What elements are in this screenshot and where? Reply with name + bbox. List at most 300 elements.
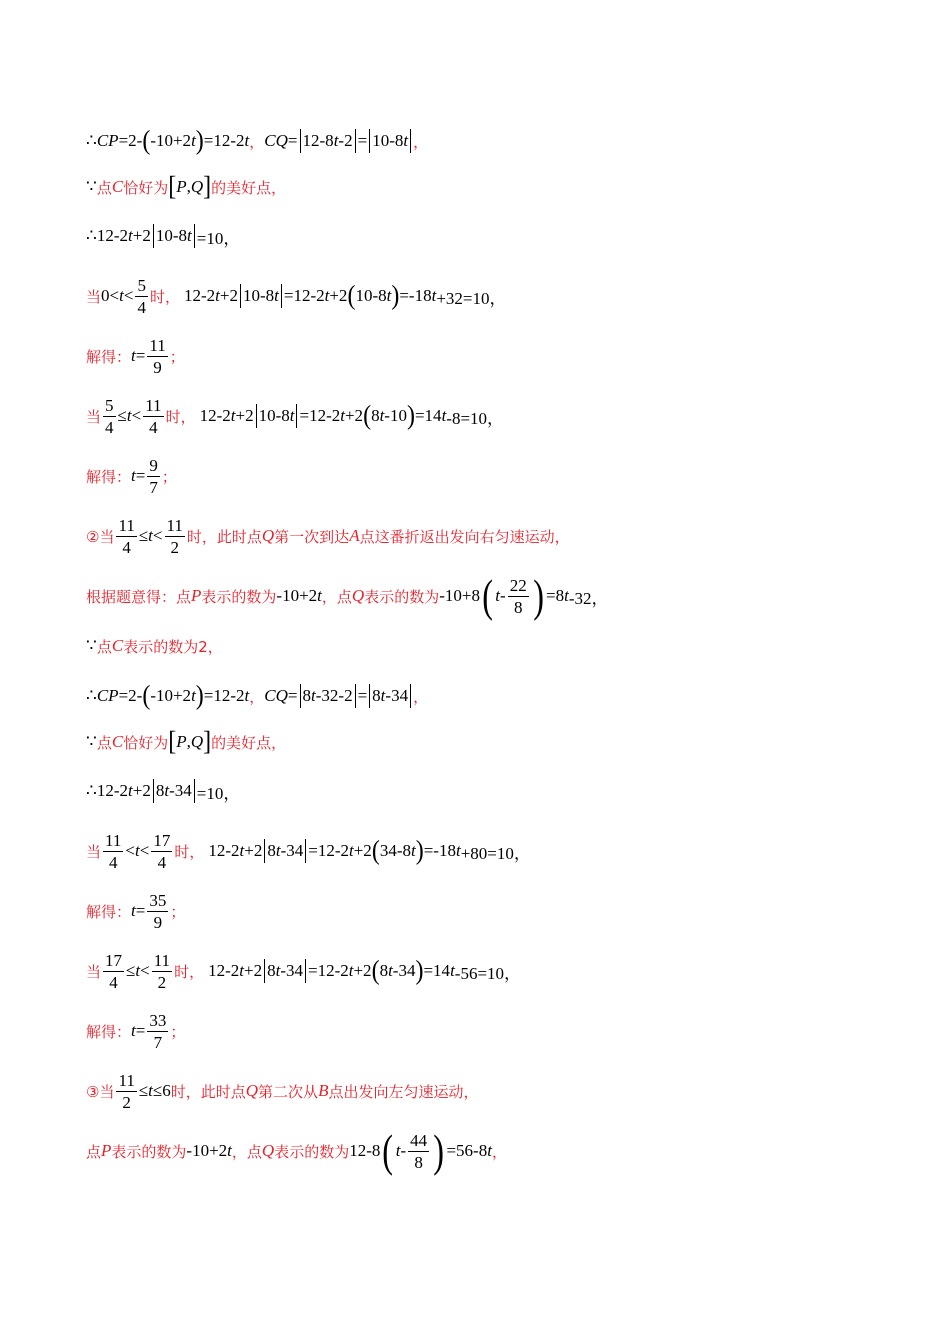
text: 的美好点， bbox=[211, 178, 287, 197]
var: t bbox=[441, 406, 447, 425]
separator: ， bbox=[413, 132, 429, 151]
expr: +2 bbox=[353, 841, 372, 860]
point-p: P bbox=[191, 586, 202, 605]
expr: = bbox=[135, 346, 146, 365]
expr: 0< bbox=[101, 286, 120, 305]
expr: =-18 bbox=[399, 286, 432, 305]
fraction bbox=[408, 1132, 429, 1171]
because-symbol: ∵ bbox=[86, 636, 97, 655]
var: t bbox=[380, 686, 386, 705]
var: t bbox=[431, 286, 437, 305]
text: 时，此时点 bbox=[186, 527, 262, 546]
expr: = bbox=[357, 131, 368, 150]
expr: ≤ bbox=[126, 961, 136, 980]
text: 点 bbox=[96, 733, 112, 752]
denominator: 4 bbox=[122, 537, 131, 557]
bracket: ] bbox=[203, 171, 212, 202]
solution-line-15 bbox=[86, 891, 185, 931]
text: 当 bbox=[86, 287, 102, 306]
expr: +32=10， bbox=[436, 288, 507, 308]
fraction bbox=[165, 517, 185, 556]
fraction bbox=[147, 892, 168, 931]
text: 恰好为 bbox=[123, 178, 169, 197]
expr: +80=10， bbox=[460, 843, 531, 863]
var: t bbox=[227, 1141, 232, 1160]
expr: =-18 bbox=[423, 841, 456, 860]
var: t bbox=[148, 526, 153, 545]
text: ； bbox=[161, 467, 177, 486]
expr: 12-2 bbox=[96, 226, 128, 245]
fraction bbox=[143, 397, 163, 436]
denominator: 4 bbox=[108, 852, 118, 872]
expr: ≤ bbox=[138, 1081, 149, 1100]
abs-bar bbox=[355, 129, 356, 153]
abs-bar bbox=[410, 129, 411, 153]
var: t bbox=[348, 841, 354, 860]
var: t bbox=[215, 286, 220, 305]
text: 时， bbox=[174, 842, 205, 861]
expr: 10-8 bbox=[372, 131, 404, 150]
paren: ) bbox=[391, 280, 400, 311]
expr: ≤ bbox=[138, 526, 149, 545]
denominator: 4 bbox=[109, 972, 118, 992]
solution-line-4 bbox=[86, 276, 507, 316]
var: t bbox=[403, 131, 409, 150]
var: t bbox=[239, 961, 244, 980]
text: 表示的数为 bbox=[201, 587, 277, 606]
var: t bbox=[379, 406, 385, 425]
expr: -34 bbox=[280, 961, 303, 980]
paren: ( bbox=[371, 835, 380, 866]
text: ，点 bbox=[231, 1142, 262, 1161]
expr: 8 bbox=[371, 406, 380, 425]
expr: -34 bbox=[169, 781, 192, 800]
solution-line-5 bbox=[86, 336, 185, 376]
cp-label: CP bbox=[96, 131, 119, 150]
abs-bar bbox=[355, 684, 356, 708]
paren: ) bbox=[415, 835, 424, 866]
point-q: Q bbox=[190, 177, 204, 196]
solution-line-14 bbox=[86, 831, 531, 871]
solution-line-12 bbox=[86, 722, 286, 762]
because-symbol: ∵ bbox=[86, 177, 97, 196]
text: 根据题意得：点 bbox=[86, 587, 192, 606]
expr: 8 bbox=[379, 961, 389, 980]
solution-line-8 bbox=[86, 516, 570, 556]
text: ， bbox=[491, 1142, 507, 1161]
abs-bar bbox=[264, 839, 265, 863]
expr: -34 bbox=[280, 841, 304, 860]
var: t bbox=[274, 286, 279, 305]
numerator: 5 bbox=[137, 275, 146, 295]
numerator: 44 bbox=[410, 1130, 428, 1150]
expr: -32， bbox=[568, 588, 609, 608]
denominator: 2 bbox=[122, 1092, 131, 1112]
text: 恰好为 bbox=[123, 733, 169, 752]
paren: ( bbox=[363, 400, 372, 431]
solution-line-7 bbox=[86, 456, 177, 496]
abs-bar bbox=[305, 839, 306, 863]
text: 的美好点， bbox=[211, 733, 287, 752]
expr: 10-8 bbox=[242, 286, 275, 305]
solution-line-3 bbox=[86, 216, 240, 256]
var: t bbox=[119, 286, 124, 305]
var: t bbox=[317, 586, 322, 605]
var: t bbox=[131, 346, 136, 365]
point-p: P bbox=[176, 177, 187, 196]
paren: ) bbox=[433, 1125, 445, 1176]
expr: < bbox=[131, 406, 142, 425]
cp-label: CP bbox=[96, 686, 119, 705]
text: ③当 bbox=[86, 1082, 115, 1101]
fraction bbox=[147, 457, 160, 496]
text: 点这番折返出发向右匀速运动， bbox=[359, 527, 570, 546]
abs-bar bbox=[300, 684, 301, 708]
text: 点 bbox=[86, 1142, 102, 1161]
paren: ) bbox=[415, 955, 424, 986]
fraction bbox=[103, 952, 124, 991]
expr: -32-2 bbox=[315, 686, 353, 705]
point-a: A bbox=[349, 526, 360, 545]
therefore-symbol: ∴ bbox=[86, 226, 97, 245]
expr: -10+2 bbox=[150, 686, 192, 705]
expr: 12-2 bbox=[199, 406, 231, 425]
expr: - bbox=[400, 1141, 407, 1160]
point-q: Q bbox=[190, 732, 204, 751]
numerator: 11 bbox=[118, 515, 135, 535]
expr: = bbox=[287, 686, 298, 705]
paren: ( bbox=[382, 1125, 394, 1176]
numerator: 22 bbox=[509, 575, 527, 595]
text: 当 bbox=[86, 407, 102, 426]
therefore-symbol: ∴ bbox=[86, 131, 97, 150]
expr: < bbox=[125, 841, 135, 860]
expr: = bbox=[135, 901, 146, 920]
numerator: 17 bbox=[153, 830, 171, 850]
denominator: 2 bbox=[157, 972, 167, 992]
expr: =12-2 bbox=[308, 841, 349, 860]
var: t bbox=[131, 466, 136, 485]
solution-line-17 bbox=[86, 1011, 185, 1051]
expr: 34-8 bbox=[379, 841, 411, 860]
expr: +2 bbox=[329, 286, 348, 305]
solution-line-2 bbox=[86, 167, 286, 207]
expr: -8=10， bbox=[446, 408, 505, 428]
expr: =12-2 bbox=[307, 961, 349, 980]
expr: < bbox=[152, 526, 163, 545]
solution-line-13 bbox=[86, 771, 240, 811]
fraction bbox=[135, 277, 148, 316]
expr: ≤ bbox=[117, 406, 127, 425]
text: 当 bbox=[86, 842, 102, 861]
therefore-symbol: ∴ bbox=[86, 686, 97, 705]
expr: < bbox=[123, 286, 134, 305]
expr: = bbox=[287, 131, 298, 150]
text: 解得： bbox=[86, 902, 132, 921]
text: 时，此时点 bbox=[170, 1082, 246, 1101]
text: 解得： bbox=[86, 467, 132, 486]
expr: -10+2 bbox=[150, 131, 192, 150]
paren: ) bbox=[533, 570, 544, 621]
solution-line-18 bbox=[86, 1071, 478, 1111]
numerator: 11 bbox=[166, 515, 183, 535]
paren: ( bbox=[142, 125, 151, 156]
abs-bar bbox=[256, 404, 257, 428]
bracket: [ bbox=[168, 726, 177, 757]
point-q: Q bbox=[351, 586, 365, 605]
var: t bbox=[333, 131, 339, 150]
expr: +2 bbox=[132, 226, 151, 245]
fraction bbox=[151, 832, 172, 871]
var: t bbox=[148, 1081, 153, 1100]
expr: < bbox=[140, 961, 150, 980]
denominator: 8 bbox=[414, 1152, 423, 1172]
var: t bbox=[126, 406, 132, 425]
expr: -34 bbox=[392, 961, 416, 980]
var: t bbox=[388, 961, 393, 980]
text: 当 bbox=[86, 962, 102, 981]
fraction bbox=[147, 337, 167, 376]
expr: = bbox=[135, 466, 146, 485]
numerator: 11 bbox=[153, 950, 171, 970]
text: 点 bbox=[96, 178, 112, 197]
var: t bbox=[230, 406, 236, 425]
var: t bbox=[564, 586, 569, 605]
expr: =12-2 bbox=[203, 686, 245, 705]
expr: -2 bbox=[338, 131, 353, 150]
paren: ( bbox=[347, 280, 356, 311]
text: 解得： bbox=[86, 347, 132, 366]
solution-line-6 bbox=[86, 396, 504, 436]
var: t bbox=[410, 841, 416, 860]
expr: 10-8 bbox=[155, 226, 187, 245]
point-q: Q bbox=[245, 1081, 259, 1100]
abs-bar bbox=[153, 779, 154, 803]
fraction bbox=[152, 952, 172, 991]
numerator: 5 bbox=[105, 395, 114, 415]
expr: 12-8 bbox=[349, 1141, 381, 1160]
expr: +2 bbox=[353, 961, 372, 980]
solution-line-19 bbox=[86, 1125, 507, 1176]
var: t bbox=[324, 286, 330, 305]
denominator: 9 bbox=[153, 912, 163, 932]
text: 第二次从 bbox=[258, 1082, 319, 1101]
text: ②当 bbox=[86, 527, 115, 546]
expr: =14 bbox=[423, 961, 451, 980]
expr: 10-8 bbox=[355, 286, 387, 305]
text: ，点 bbox=[321, 587, 352, 606]
text: ； bbox=[170, 902, 186, 921]
solution-line-9 bbox=[86, 570, 609, 621]
var: t bbox=[340, 406, 345, 425]
point-c: C bbox=[111, 636, 124, 655]
denominator: 9 bbox=[153, 357, 162, 377]
var: t bbox=[135, 961, 141, 980]
expr: = bbox=[135, 1021, 146, 1040]
abs-bar bbox=[194, 779, 195, 803]
abs-bar bbox=[194, 224, 195, 248]
var: t bbox=[128, 781, 133, 800]
abs-bar bbox=[300, 129, 301, 153]
var: t bbox=[450, 961, 455, 980]
var: t bbox=[289, 406, 295, 425]
expr: 8 bbox=[155, 781, 165, 800]
var: t bbox=[164, 781, 170, 800]
solution-line-10 bbox=[86, 626, 223, 666]
text: 时， bbox=[165, 407, 196, 426]
fraction bbox=[103, 832, 123, 871]
expr: +2 bbox=[344, 406, 364, 425]
var: t bbox=[495, 586, 501, 605]
expr: 8 bbox=[302, 686, 312, 705]
point-c: C bbox=[111, 177, 124, 196]
paren: ( bbox=[482, 570, 493, 621]
var: t bbox=[311, 686, 316, 705]
var: t bbox=[487, 1141, 492, 1160]
expr: =56-8 bbox=[446, 1141, 488, 1160]
denominator: 8 bbox=[513, 597, 523, 617]
comma: , bbox=[186, 732, 191, 751]
expr: 12-2 bbox=[96, 781, 128, 800]
var: t bbox=[275, 841, 281, 860]
var: t bbox=[131, 901, 136, 920]
numerator: 33 bbox=[149, 1010, 167, 1030]
point-p: P bbox=[176, 732, 187, 751]
var: t bbox=[244, 686, 250, 705]
abs-bar bbox=[153, 224, 154, 248]
expr: -10+2 bbox=[276, 586, 318, 605]
denominator: 4 bbox=[137, 297, 146, 317]
abs-bar bbox=[264, 959, 265, 983]
expr: =12-2 bbox=[283, 286, 325, 305]
abs-bar bbox=[410, 684, 411, 708]
abs-bar bbox=[296, 404, 297, 428]
abs-bar bbox=[281, 284, 282, 308]
expr: =2- bbox=[118, 131, 143, 150]
text: 表示的数为 bbox=[274, 1142, 350, 1161]
expr: < bbox=[139, 841, 150, 860]
fraction bbox=[508, 577, 529, 616]
point-b: B bbox=[318, 1081, 329, 1100]
separator: ， bbox=[413, 687, 429, 706]
solution-line-11 bbox=[86, 676, 428, 716]
denominator: 7 bbox=[149, 477, 158, 497]
expr: +2 bbox=[132, 781, 151, 800]
expr: 8 bbox=[372, 686, 381, 705]
abs-bar bbox=[305, 959, 306, 983]
expr: =2- bbox=[118, 686, 143, 705]
numerator: 11 bbox=[149, 335, 166, 355]
expr: =8 bbox=[546, 586, 565, 605]
expr: =14 bbox=[414, 406, 442, 425]
var: t bbox=[455, 841, 461, 860]
point-p: P bbox=[101, 1141, 112, 1160]
separator: ， bbox=[249, 132, 265, 151]
text: 表示的数为 bbox=[111, 1142, 187, 1161]
expr: =12-2 bbox=[299, 406, 341, 425]
fraction bbox=[147, 1012, 168, 1051]
cq-label: CQ bbox=[264, 131, 288, 150]
expr: 8 bbox=[267, 961, 276, 980]
denominator: 7 bbox=[153, 1032, 163, 1052]
denominator: 4 bbox=[157, 852, 167, 872]
text: 点 bbox=[96, 637, 112, 656]
text: ； bbox=[170, 1022, 186, 1041]
expr: =12-2 bbox=[203, 131, 245, 150]
expr: ≤6 bbox=[152, 1081, 171, 1100]
fraction bbox=[103, 397, 116, 436]
var: t bbox=[128, 226, 133, 245]
paren: ) bbox=[406, 400, 415, 431]
bracket: [ bbox=[168, 171, 177, 202]
expr: +2 bbox=[219, 286, 238, 305]
var: t bbox=[275, 961, 281, 980]
because-symbol: ∵ bbox=[86, 732, 97, 751]
text: 时， bbox=[149, 287, 180, 306]
expr: 12-8 bbox=[302, 131, 334, 150]
point-q: Q bbox=[261, 1141, 275, 1160]
text: 表示的数为 bbox=[364, 587, 440, 606]
paren: ) bbox=[195, 125, 204, 156]
expr: -56=10， bbox=[454, 963, 522, 983]
expr: 10-8 bbox=[258, 406, 290, 425]
abs-bar bbox=[369, 129, 370, 153]
bracket: ] bbox=[203, 726, 212, 757]
expr: -10+2 bbox=[186, 1141, 228, 1160]
text: 解得： bbox=[86, 1022, 132, 1041]
fraction bbox=[116, 517, 136, 556]
var: t bbox=[244, 131, 250, 150]
var: t bbox=[239, 841, 245, 860]
var: t bbox=[395, 1141, 401, 1160]
expr: 12-2 bbox=[208, 841, 240, 860]
comma: , bbox=[186, 177, 191, 196]
text: 时， bbox=[174, 962, 205, 981]
denominator: 4 bbox=[105, 417, 114, 437]
numerator: 11 bbox=[118, 1070, 135, 1090]
expr: -34 bbox=[385, 686, 409, 705]
solution-line-1 bbox=[86, 121, 428, 161]
text: 表示的数为2， bbox=[123, 637, 223, 656]
numerator: 17 bbox=[105, 950, 123, 970]
cq-label: CQ bbox=[264, 686, 288, 705]
expr: = bbox=[357, 686, 368, 705]
expr: 8 bbox=[267, 841, 276, 860]
text: 第一次到达 bbox=[274, 527, 350, 546]
paren: ( bbox=[371, 955, 380, 986]
var: t bbox=[348, 961, 354, 980]
abs-bar bbox=[369, 684, 370, 708]
denominator: 2 bbox=[170, 537, 179, 557]
numerator: 9 bbox=[149, 455, 158, 475]
point-q: Q bbox=[261, 526, 275, 545]
var: t bbox=[187, 226, 192, 245]
paren: ) bbox=[195, 680, 204, 711]
numerator: 11 bbox=[105, 830, 122, 850]
solution-line-16 bbox=[86, 951, 521, 991]
separator: ， bbox=[249, 687, 265, 706]
var: t bbox=[191, 686, 196, 705]
abs-bar bbox=[240, 284, 241, 308]
fraction bbox=[116, 1072, 136, 1111]
expr: =10， bbox=[196, 783, 241, 803]
expr: 12-2 bbox=[183, 286, 216, 305]
denominator: 4 bbox=[149, 417, 158, 437]
expr: +2 bbox=[235, 406, 254, 425]
text: 点出发向左匀速运动， bbox=[328, 1082, 479, 1101]
expr: -10 bbox=[384, 406, 407, 425]
var: t bbox=[191, 131, 196, 150]
